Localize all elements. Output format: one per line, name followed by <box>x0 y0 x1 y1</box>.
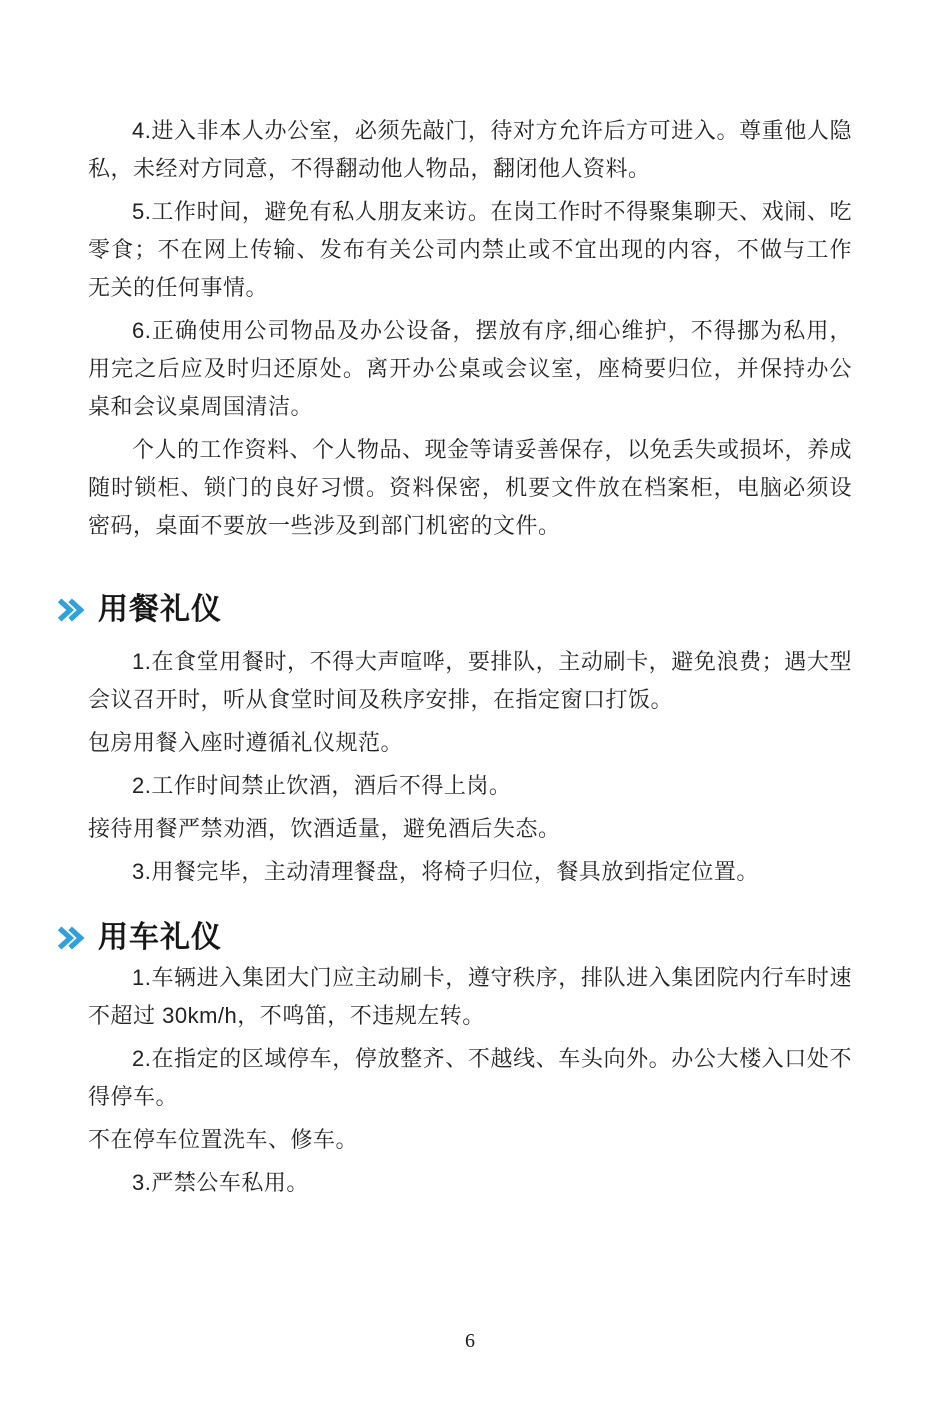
paragraph: 5.工作时间，避免有私人朋友来访。在岗工作时不得聚集聊天、戏闹、吃零食；不在网上传输、发布有关公司内禁止或不宜出现的内容，不做与工作无关的任何事情。 <box>88 199 852 300</box>
paragraph: 2.工作时间禁止饮酒，酒后不得上岗。 <box>132 773 512 798</box>
paragraph: 包房用餐入座时遵循礼仪规范。 <box>88 730 404 755</box>
paragraph: 个人的工作资料、个人物品、现金等请妥善保存，以免丢失或损坏，养成随时锁柜、锁门的良好习惯。资料保密，机要文件放在档案柜，电脑必须设密码，桌面不要放一些涉及到部门机密的文件。 <box>88 437 853 538</box>
section-title: 用餐礼仪 <box>98 593 222 626</box>
section-heading-vehicle <box>57 917 852 959</box>
paragraph: 6.正确使用公司物品及办公设备，摆放有序,细心维护，不得挪为私用，用完之后应及时归还原处。离开办公桌或会议室，座椅要归位，并保持办公桌和会议桌周国清洁。 <box>88 318 852 419</box>
section-heading-dining <box>57 589 852 631</box>
paragraph: 1.车辆进入集团大门应主动刷卡，遵守秩序，排队进入集团院内行车时速不超过 30km/h，不鸣笛，不违规左转。 <box>88 965 852 1028</box>
paragraph: 不在停车位置洗车、修车。 <box>88 1127 359 1152</box>
double-chevron-icon <box>57 925 85 951</box>
paragraph: 3.用餐完毕，主动清理餐盘，将椅子归位，餐具放到指定位置。 <box>132 859 759 884</box>
paragraph: 2.在指定的区域停车，停放整齐、不越线、车头向外。办公大楼入口处不得停车。 <box>88 1046 852 1109</box>
double-chevron-icon <box>57 597 85 623</box>
page-number: 6 <box>465 1330 475 1352</box>
paragraph: 1.在食堂用餐时，不得大声喧哗，要排队，主动刷卡，避免浪费；遇大型会议召开时，听从食堂时间及秩序安排，在指定窗口打饭。 <box>88 649 852 712</box>
paragraph: 接待用餐严禁劝酒，饮酒适量，避免酒后失态。 <box>88 816 561 841</box>
paragraph: 3.严禁公车私用。 <box>132 1170 309 1195</box>
section-title: 用车礼仪 <box>98 921 222 954</box>
paragraph: 4.进入非本人办公室，必须先敲门，待对方允许后方可进入。尊重他人隐私，未经对方同意，不得翻动他人物品，翻闭他人资料。 <box>88 118 852 181</box>
